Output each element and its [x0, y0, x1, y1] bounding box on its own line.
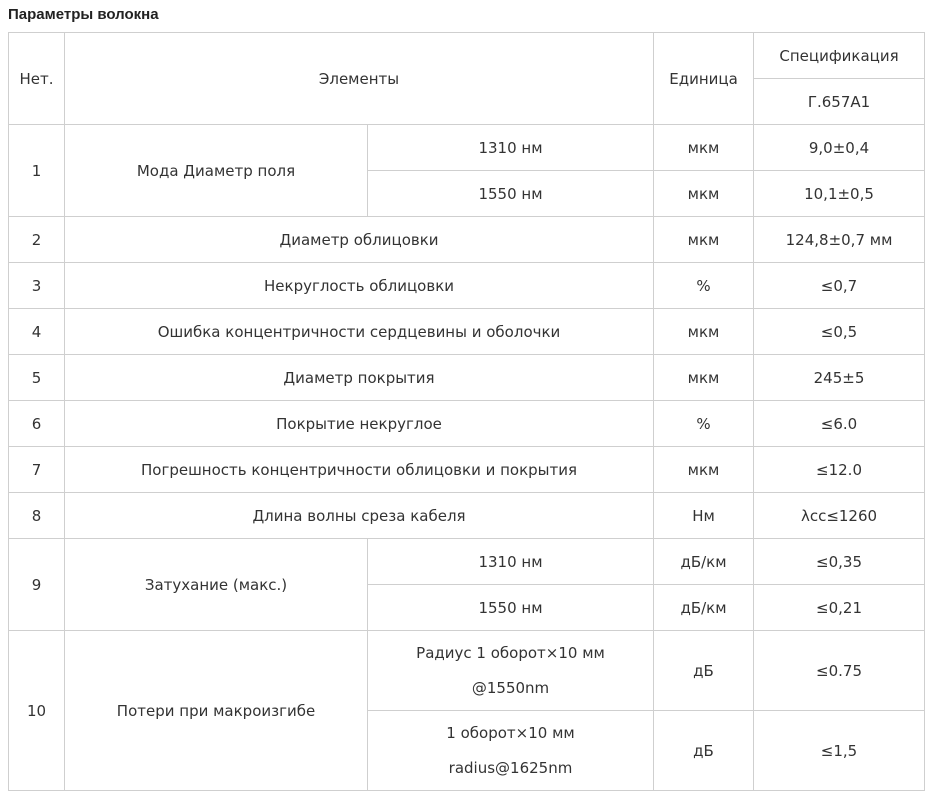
table-row: [9, 125, 925, 171]
row-element: Некруглость облицовки: [65, 263, 654, 309]
row-unit: дБ: [654, 631, 754, 711]
row-value: ≤6.0: [754, 401, 925, 447]
header-spec: Спецификация: [754, 33, 925, 79]
row-value: ≤0,7: [754, 263, 925, 309]
table-row: [9, 263, 925, 309]
row-value: 124,8±0,7 мм: [754, 217, 925, 263]
row-element: Потери при макроизгибе: [65, 631, 368, 791]
row-unit: Нм: [654, 493, 754, 539]
row-no: 10: [9, 631, 65, 791]
row-unit: мкм: [654, 171, 754, 217]
row-condition-line: 1 оборот×10 мм: [446, 723, 575, 742]
table-row: [9, 631, 925, 711]
row-unit: %: [654, 263, 754, 309]
row-unit: мкм: [654, 125, 754, 171]
row-condition-line: radius@1625nm: [448, 758, 573, 777]
header-no: Нет.: [9, 33, 65, 125]
table-row: [9, 217, 925, 263]
row-no: 6: [9, 401, 65, 447]
table-row: [9, 309, 925, 355]
row-unit: мкм: [654, 217, 754, 263]
header-spec-standard: Г.657А1: [754, 79, 925, 125]
row-value: 245±5: [754, 355, 925, 401]
row-unit: дБ/км: [654, 539, 754, 585]
row-unit: мкм: [654, 447, 754, 493]
fiber-parameters-table: [8, 32, 925, 791]
table-row: [9, 493, 925, 539]
table-row: [9, 401, 925, 447]
row-unit: мкм: [654, 309, 754, 355]
row-value: ≤0,35: [754, 539, 925, 585]
table-row: [9, 539, 925, 585]
row-value: 9,0±0,4: [754, 125, 925, 171]
row-condition: [368, 631, 654, 711]
row-element: Погрешность концентричности облицовки и покрытия: [65, 447, 654, 493]
page-title: Параметры волокна: [8, 6, 159, 23]
row-value: ≤12.0: [754, 447, 925, 493]
row-condition-line: Радиус 1 оборот×10 мм: [416, 643, 605, 662]
row-no: 4: [9, 309, 65, 355]
row-element: Мода Диаметр поля: [65, 125, 368, 217]
row-condition: [368, 711, 654, 791]
row-condition: 1310 нм: [368, 125, 654, 171]
row-value: λcc≤1260: [754, 493, 925, 539]
row-unit: дБ/км: [654, 585, 754, 631]
row-element: Диаметр облицовки: [65, 217, 654, 263]
header-unit: Единица: [654, 33, 754, 125]
row-element: Диаметр покрытия: [65, 355, 654, 401]
row-value: ≤0,5: [754, 309, 925, 355]
row-value: ≤0,21: [754, 585, 925, 631]
row-no: 7: [9, 447, 65, 493]
row-condition-line: @1550nm: [471, 678, 550, 697]
table-row: [9, 447, 925, 493]
row-value: ≤0.75: [754, 631, 925, 711]
row-no: 2: [9, 217, 65, 263]
row-no: 1: [9, 125, 65, 217]
row-unit: мкм: [654, 355, 754, 401]
row-condition: 1550 нм: [368, 171, 654, 217]
row-element: Затухание (макс.): [65, 539, 368, 631]
row-unit: %: [654, 401, 754, 447]
row-unit: дБ: [654, 711, 754, 791]
table-row: [9, 355, 925, 401]
row-value: 10,1±0,5: [754, 171, 925, 217]
row-element: Ошибка концентричности сердцевины и оболочки: [65, 309, 654, 355]
row-value: ≤1,5: [754, 711, 925, 791]
row-no: 3: [9, 263, 65, 309]
row-no: 5: [9, 355, 65, 401]
row-element: Покрытие некруглое: [65, 401, 654, 447]
row-condition: 1310 нм: [368, 539, 654, 585]
row-no: 9: [9, 539, 65, 631]
row-element: Длина волны среза кабеля: [65, 493, 654, 539]
row-condition: 1550 нм: [368, 585, 654, 631]
header-elements: Элементы: [65, 33, 654, 125]
table-header-row: [9, 33, 925, 79]
row-no: 8: [9, 493, 65, 539]
